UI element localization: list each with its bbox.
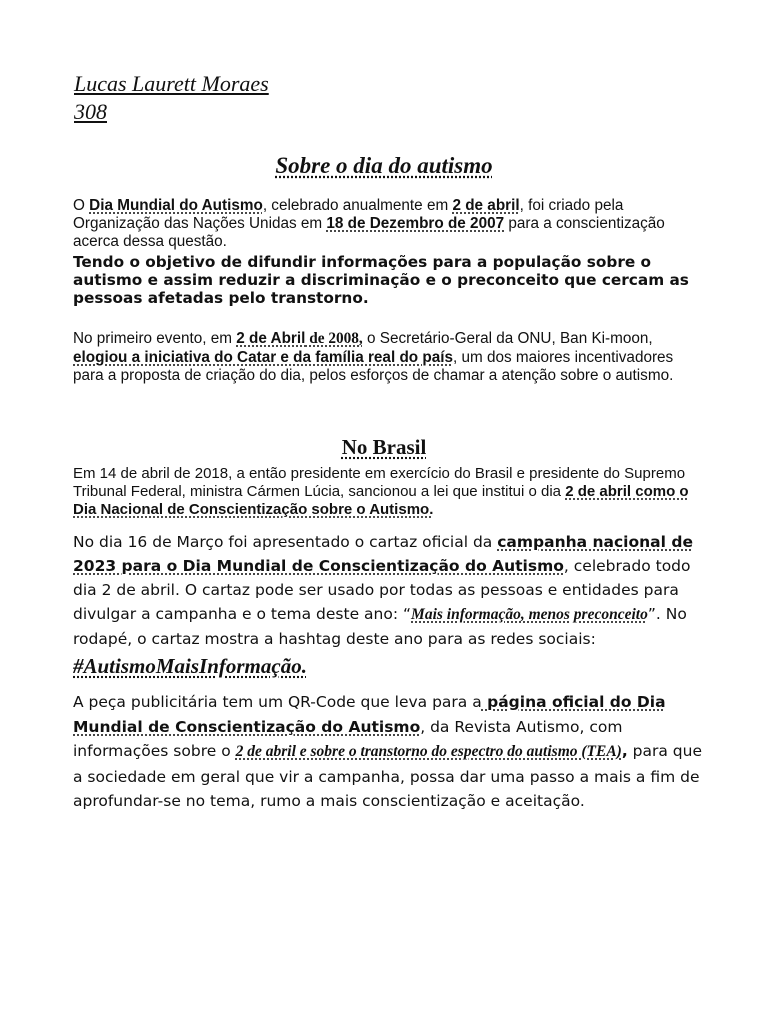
intro-text-2: , celebrado anualmente em (262, 197, 453, 214)
page-title (0, 150, 768, 182)
brasil-law-paragraph (73, 465, 703, 519)
hashtag (73, 652, 307, 680)
hashtag-text: #AutismoMaisInformação. (73, 654, 307, 678)
first-event-date: 2 de Abril (236, 330, 306, 347)
author-block (74, 70, 269, 126)
campaign-paragraph (73, 530, 713, 651)
brasil-law-text: Em 14 de abril de 2018, a então presidente em exercício do Brasil e presidente do Supremo Tribunal Federal, ministra Cármen Lúcia, sancionou a lei que institui o dia (73, 465, 686, 500)
page-title-text: Sobre o dia do autismo (275, 153, 493, 178)
intro-text-4: para a conscientização acerca dessa questão. (73, 215, 665, 250)
intro-text-1: O (73, 197, 90, 214)
intro-highlight-onu-date: 18 de Dezembro de 2007 (326, 215, 505, 232)
class-number: 308 (74, 99, 107, 124)
campaign-theme: Mais informação, menos preconceito (411, 606, 648, 623)
first-event-text-1: No primeiro evento, em (73, 330, 237, 347)
campaign-text-2: , celebrado todo dia 2 de abril. O cartaz pode ser usado por todas as pessoas e entidades para divulgar a campanha e o tema deste ano: “ (73, 557, 691, 623)
qrcode-paragraph (73, 690, 713, 814)
first-event-paragraph (73, 330, 703, 386)
first-event-text-3: , um dos maiores incentivadores para a proposta de criação do dia, pelos esforços de chamar a atenção sobre o autismo. (73, 348, 674, 384)
section-heading-brasil-text: No Brasil (341, 435, 427, 459)
intro-highlight-date: 2 de abril (452, 197, 520, 214)
qrcode-comma: , (621, 742, 628, 760)
section-heading-brasil (0, 432, 768, 462)
campaign-highlight: campanha nacional de 2023 para o Dia Mundial de Conscientização do Autismo (73, 533, 693, 575)
campaign-text-1: No dia 16 de Março foi apresentado o cartaz oficial da (73, 533, 498, 551)
qrcode-text-1: A peça publicitária tem um QR-Code que leva para a (73, 693, 482, 711)
intro-text-3: , foi criado pela Organização das Nações Unidas em (73, 197, 624, 232)
qrcode-text-2: , da Revista Autismo, com informações sobre o (73, 717, 623, 760)
campaign-text-3: ”. No rodapé, o cartaz mostra a hashtag deste ano para as redes sociais: (73, 605, 687, 648)
qrcode-highlight-page: página oficial do Dia Mundial de Conscientização do Autismo (73, 693, 666, 736)
author-name: Lucas Laurett Moraes (74, 71, 269, 96)
qrcode-text-3: para que a sociedade em geral que vir a campanha, possa dar uma passo a mais a fim de aprofundar-se no tema, rumo a mais conscientização e aceitação. (73, 742, 703, 810)
objective-paragraph: Tendo o objetivo de difundir informações para a população sobre o autismo e assim reduzir a discriminação e o preconceito que cercam as pessoas afetadas pelo transtorno. (73, 253, 689, 307)
intro-highlight-dia-mundial: Dia Mundial do Autismo (89, 197, 263, 214)
first-event-year: de 2008, (305, 330, 363, 347)
qrcode-highlight-tea: 2 de abril e sobre o transtorno do espectro do autismo (TEA) (235, 743, 622, 760)
brasil-law-highlight: 2 de abril como o Dia Nacional de Conscientização sobre o Autismo. (73, 483, 689, 518)
first-event-text-2: o Secretário-Geral da ONU, Ban Ki-moon, (362, 330, 653, 347)
intro-paragraph (73, 197, 703, 251)
first-event-highlight: elogiou a iniciativa do Catar e da família real do país (73, 348, 453, 366)
